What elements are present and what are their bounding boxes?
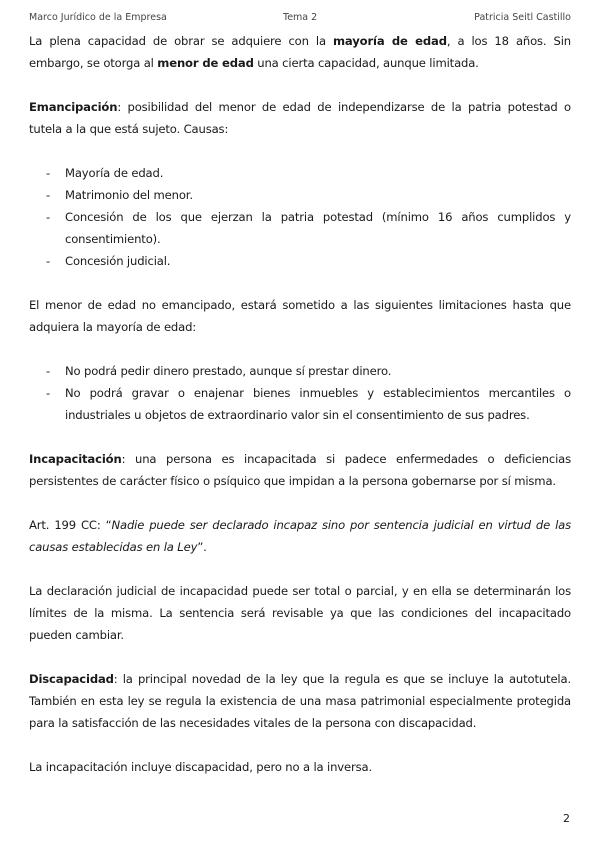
document-body — [29, 30, 571, 778]
list-limitaciones — [29, 360, 571, 426]
header-author: Patricia Seitl Castillo — [474, 12, 571, 23]
paragraph-capacidad — [29, 30, 571, 74]
page-header — [29, 12, 571, 26]
paragraph-no-emancipado: El menor de edad no emancipado, estará sometido a las siguientes limitaciones hasta que adquiera la mayoría de edad: — [29, 298, 571, 334]
list-item: - Concesión judicial. — [29, 250, 571, 272]
header-course-title: Marco Jurídico de la Empresa — [29, 12, 167, 23]
paragraph-discapacidad — [29, 668, 571, 734]
text-run: una cierta capacidad, aunque limitada. — [253, 56, 479, 70]
paragraph-emancipacion — [29, 96, 571, 140]
term-emancipacion: Emancipación — [29, 100, 118, 114]
text-run: La plena capacidad de obrar se adquiere con la — [29, 34, 333, 48]
term-discapacidad: Discapacidad — [29, 672, 114, 686]
text-run: ”. — [197, 540, 207, 554]
list-item: - Concesión de los que ejerzan la patria potestad (mínimo 16 años cumplidos y consentimiento). — [29, 206, 571, 250]
text-run: : posibilidad del menor de edad de independizarse de la patria potestad o tutela a la que está sujeto. Causas: — [29, 100, 571, 136]
article-quote: Nadie puede ser declarado incapaz sino por sentencia judicial en virtud de las causas establecidas en la Ley — [29, 518, 571, 554]
list-item: - No podrá gravar o enajenar bienes inmuebles y establecimientos mercantiles o industriales u objetos de extraordinario valor sin el consentimiento de sus padres. — [29, 382, 571, 426]
header-topic: Tema 2 — [283, 12, 318, 23]
list-item: - Matrimonio del menor. — [29, 184, 571, 206]
paragraph-incapacitacion — [29, 448, 571, 492]
text-run: : la principal novedad de la ley que la regula es que se incluye la autotutela. También en esta ley se regula la existencia de una masa patrimonial especialmente protegida para la satisfacción de las necesidades vitales de la persona con discapacidad. — [29, 672, 571, 730]
term-mayoria-de-edad: mayoría de edad — [332, 34, 447, 48]
term-incapacitacion: Incapacitación — [29, 452, 122, 466]
text-run: , a los 18 años. Sin embargo, se otorga al — [29, 34, 572, 70]
text-run: Art. 199 CC: “ — [29, 518, 112, 532]
paragraph-declaracion: La declaración judicial de incapacidad puede ser total o parcial, y en ella se determinarán los límites de la misma. La sentencia será revisable ya que las condiciones del incapacitado pueden cambiar. — [29, 584, 571, 642]
list-item: - No podrá pedir dinero prestado, aunque sí prestar dinero. — [29, 360, 571, 382]
paragraph-final: La incapacitación incluye discapacidad, pero no a la inversa. — [29, 760, 372, 774]
term-menor-de-edad: menor de edad — [157, 56, 254, 70]
list-item: - Mayoría de edad. — [29, 162, 571, 184]
list-causas — [29, 162, 571, 272]
text-run: : una persona es incapacitada si padece enfermedades o deficiencias persistentes de carácter físico o psíquico que impidan a la persona gobernarse por sí misma. — [29, 452, 571, 488]
paragraph-art-199 — [29, 514, 571, 558]
page-number: 2 — [563, 812, 570, 825]
